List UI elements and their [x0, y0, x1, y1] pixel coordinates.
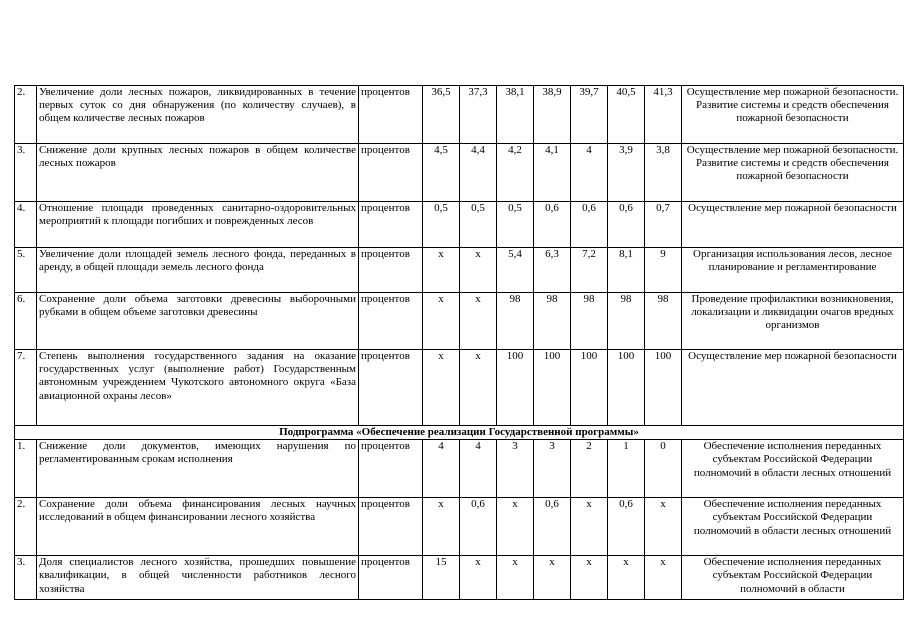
- value-cell: х: [460, 293, 497, 350]
- table-row: [15, 202, 904, 248]
- row-number: 6.: [15, 293, 37, 350]
- table-row: [15, 440, 904, 498]
- table-row: [15, 248, 904, 293]
- value-cell: 0,6: [534, 498, 571, 556]
- value-cell: 40,5: [608, 86, 645, 144]
- value-cell: х: [645, 498, 682, 556]
- value-cell: х: [497, 498, 534, 556]
- value-cell: х: [460, 556, 497, 600]
- subprogram-title: Подпрограмма «Обеспечение реализации Государственной программы»: [15, 426, 904, 440]
- value-cell: х: [423, 350, 460, 426]
- value-cell: х: [608, 556, 645, 600]
- value-cell: 4: [460, 440, 497, 498]
- value-cell: х: [645, 556, 682, 600]
- value-cell: 37,3: [460, 86, 497, 144]
- indicators-table: [14, 85, 904, 600]
- measure-text: Обеспечение исполнения переданных субъектам Российской Федерации полномочий в области: [682, 556, 904, 600]
- unit-cell: процентов: [359, 293, 423, 350]
- value-cell: 0,6: [571, 202, 608, 248]
- value-cell: 36,5: [423, 86, 460, 144]
- unit-cell: процентов: [359, 556, 423, 600]
- measure-text: Осуществление мер пожарной безопасности. Развитие системы и средств обеспечения пожарной безопасности: [682, 144, 904, 202]
- value-cell: 98: [645, 293, 682, 350]
- value-cell: х: [460, 350, 497, 426]
- value-cell: 100: [608, 350, 645, 426]
- indicator-text: Снижение доли документов, имеющих нарушения по регламентированным срокам исполнения: [37, 440, 359, 498]
- value-cell: х: [423, 498, 460, 556]
- value-cell: 3: [534, 440, 571, 498]
- indicator-text: Сохранение доли объема финансирования лесных научных исследований в общем финансировании лесного хозяйства: [37, 498, 359, 556]
- value-cell: 100: [534, 350, 571, 426]
- value-cell: 0,6: [608, 202, 645, 248]
- table-row: [15, 350, 904, 426]
- value-cell: 0: [645, 440, 682, 498]
- table-row: [15, 556, 904, 600]
- value-cell: 5,4: [497, 248, 534, 293]
- unit-cell: процентов: [359, 248, 423, 293]
- value-cell: 4,2: [497, 144, 534, 202]
- value-cell: 9: [645, 248, 682, 293]
- row-number: 3.: [15, 144, 37, 202]
- indicator-text: Степень выполнения государственного задания на оказание государственных услуг (выполнение работ) Государственным автономным учреждением Чукотского автономного округа «База авиационной охраны лесов»: [37, 350, 359, 426]
- value-cell: 0,7: [645, 202, 682, 248]
- measure-text: Осуществление мер пожарной безопасности: [682, 350, 904, 426]
- indicator-text: Сохранение доли объема заготовки древесины выборочными рубками в общем объеме заготовки древесины: [37, 293, 359, 350]
- indicator-text: Доля специалистов лесного хозяйства, прошедших повышение квалификации, в общей численности работников лесного хозяйства: [37, 556, 359, 600]
- row-number: 2.: [15, 86, 37, 144]
- value-cell: 7,2: [571, 248, 608, 293]
- value-cell: 38,1: [497, 86, 534, 144]
- value-cell: 4: [423, 440, 460, 498]
- table-row: [15, 86, 904, 144]
- row-number: 1.: [15, 440, 37, 498]
- unit-cell: процентов: [359, 498, 423, 556]
- value-cell: 15: [423, 556, 460, 600]
- value-cell: 3: [497, 440, 534, 498]
- value-cell: 0,6: [460, 498, 497, 556]
- indicator-text: Увеличение доли лесных пожаров, ликвидированных в течение первых суток со дня обнаружения (по количеству случаев), в общем количестве лесных пожаров: [37, 86, 359, 144]
- value-cell: 98: [534, 293, 571, 350]
- row-number: 3.: [15, 556, 37, 600]
- value-cell: х: [497, 556, 534, 600]
- value-cell: 6,3: [534, 248, 571, 293]
- value-cell: х: [534, 556, 571, 600]
- value-cell: 39,7: [571, 86, 608, 144]
- subprogram-heading-row: [15, 426, 904, 440]
- value-cell: 8,1: [608, 248, 645, 293]
- value-cell: 0,5: [497, 202, 534, 248]
- value-cell: 2: [571, 440, 608, 498]
- value-cell: 0,5: [423, 202, 460, 248]
- table-row: [15, 498, 904, 556]
- row-number: 7.: [15, 350, 37, 426]
- value-cell: 4,5: [423, 144, 460, 202]
- value-cell: х: [571, 556, 608, 600]
- measure-text: Обеспечение исполнения переданных субъектам Российской Федерации полномочий в области лесных отношений: [682, 498, 904, 556]
- value-cell: 98: [497, 293, 534, 350]
- measure-text: Осуществление мер пожарной безопасности. Развитие системы и средств обеспечения пожарной безопасности: [682, 86, 904, 144]
- value-cell: 3,8: [645, 144, 682, 202]
- row-number: 2.: [15, 498, 37, 556]
- measure-text: Осуществление мер пожарной безопасности: [682, 202, 904, 248]
- value-cell: 0,5: [460, 202, 497, 248]
- value-cell: 0,6: [534, 202, 571, 248]
- value-cell: х: [460, 248, 497, 293]
- value-cell: х: [423, 293, 460, 350]
- unit-cell: процентов: [359, 144, 423, 202]
- value-cell: 98: [608, 293, 645, 350]
- indicator-text: Отношение площади проведенных санитарно-оздоровительных мероприятий к площади погибших и поврежденных лесов: [37, 202, 359, 248]
- measure-text: Обеспечение исполнения переданных субъектам Российской Федерации полномочий в области лесных отношений: [682, 440, 904, 498]
- value-cell: 3,9: [608, 144, 645, 202]
- value-cell: 100: [497, 350, 534, 426]
- unit-cell: процентов: [359, 202, 423, 248]
- row-number: 4.: [15, 202, 37, 248]
- value-cell: 38,9: [534, 86, 571, 144]
- value-cell: 1: [608, 440, 645, 498]
- measure-text: Проведение профилактики возникновения, локализации и ликвидации очагов вредных организмов: [682, 293, 904, 350]
- value-cell: х: [423, 248, 460, 293]
- value-cell: 100: [571, 350, 608, 426]
- row-number: 5.: [15, 248, 37, 293]
- table-row: [15, 293, 904, 350]
- value-cell: 98: [571, 293, 608, 350]
- indicator-text: Увеличение доли площадей земель лесного фонда, переданных в аренду, в общей площади земель лесного фонда: [37, 248, 359, 293]
- value-cell: х: [571, 498, 608, 556]
- measure-text: Организация использования лесов, лесное планирование и регламентирование: [682, 248, 904, 293]
- unit-cell: процентов: [359, 350, 423, 426]
- indicator-text: Снижение доли крупных лесных пожаров в общем количестве лесных пожаров: [37, 144, 359, 202]
- value-cell: 4,4: [460, 144, 497, 202]
- value-cell: 4: [571, 144, 608, 202]
- unit-cell: процентов: [359, 86, 423, 144]
- value-cell: 41,3: [645, 86, 682, 144]
- value-cell: 0,6: [608, 498, 645, 556]
- unit-cell: процентов: [359, 440, 423, 498]
- table-row: [15, 144, 904, 202]
- value-cell: 100: [645, 350, 682, 426]
- value-cell: 4,1: [534, 144, 571, 202]
